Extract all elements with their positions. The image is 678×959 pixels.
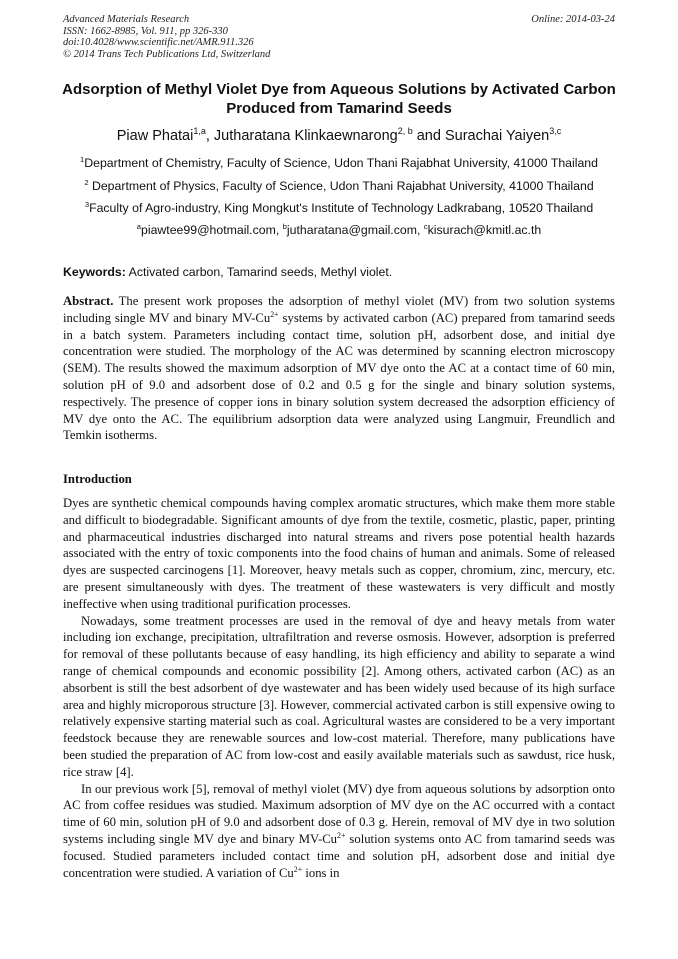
keywords-label: Keywords: [63, 265, 126, 279]
paragraph-text: In our previous work [5], removal of methyl violet (MV) dye from aqueous solutions by adsorption onto AC from coffee residues was studied. Maximum adsorption of MV dye on the AC occurred with a contact time of 60 min, solution pH of 9.0 and adsorbent dose of 0.3 g. Herein, removal of MV dye in two solution systems including single MV dye and binary MV-Cu [63, 781, 615, 846]
journal-header [63, 14, 270, 60]
affiliation-1 [40, 156, 638, 170]
section-heading-introduction: Introduction [63, 472, 132, 486]
abstract-sup: 2+ [270, 309, 279, 319]
email-link[interactable]: kisurach@kmitl.ac.th [427, 223, 542, 237]
author-sup: 1,a [193, 126, 206, 137]
email-sup: c [423, 221, 428, 231]
email-sup: b [282, 221, 287, 231]
paper-title: Adsorption of Methyl Violet Dye from Aqueous Solutions by Activated Carbon Produced from Tamarind Seeds [62, 81, 616, 117]
abstract-text: systems by activated carbon (AC) prepared from tamarind seeds in a batch system. Parameters including contact time, solution pH, adsorbent dose, and initial dye concentration were studied. The morphology of the AC was determined by scanning electron microscopy (SEM). The results showed the maximum adsorption of MV dye onto the AC at a contact time of 60 min, solution pH of 9.0 and adsorbent dose of 0.2 and 0.5 g for the single and binary solution systems, respectively. The presence of copper ions in binary solution system decreased the adsorption efficiency of MV dye onto the AC. The equilibrium adsorption data were analyzed using Langmuir, Freundlich and Temkin isotherms. [63, 310, 615, 443]
abstract [63, 293, 615, 444]
paragraph-text: ions in [302, 865, 340, 880]
paragraph: Nowadays, some treatment processes are used in the removal of dye and heavy metals from water including ion exchange, precipitation, ultrafiltration and reverse osmosis. However, adsorption is preferred for removal of these pollutants because of easy handling, its high efficiency and ability to separate a wind range of chemical compounds and economic possibility [2]. Among others, activated carbon (AC) as an absorbent is still the best adsorbent of dye wastewater and has been widely used because of its high surface area and highly microporous structure [3]. However, commercial activated carbon is still expensive owing to relatively expensive starting material such as coal. Agricultural wastes are considered to be a very important feedstock because they are renewable sources and low-cost material. Therefore, many publications have been studied the preparation of AC from low-cost and easily available materials such as sawdust, rice husk, rice straw [4]. [63, 613, 615, 779]
affiliation-2 [40, 179, 638, 193]
keywords-text: Activated carbon, Tamarind seeds, Methyl violet. [125, 265, 393, 279]
author-sep: , [205, 128, 214, 144]
paragraph-sup: 2+ [293, 864, 303, 874]
introduction-body [63, 495, 615, 881]
affiliation-3 [40, 201, 638, 215]
affiliation-text: Faculty of Agro-industry, King Mongkut's Institute of Technology Ladkrabang, 10520 Thailand [89, 201, 594, 215]
issn-line: ISSN: 1662-8985, Vol. 911, pp 326-330 [63, 25, 228, 37]
online-date: Online: 2014-03-24 [531, 14, 615, 25]
doi-line: doi:10.4028/www.scientific.net/AMR.911.326 [63, 37, 254, 48]
author-name: Surachai Yaiyen [444, 128, 550, 144]
email-sup: a [136, 221, 141, 231]
email-link[interactable]: piawtee99@hotmail.com, [141, 223, 283, 237]
abstract-label: Abstract. [63, 294, 114, 308]
abstract-text: The present work proposes the adsorption of methyl violet (MV) from two solution systems including single MV and binary MV-Cu [63, 294, 615, 325]
author-name: Piaw Phatai [116, 128, 194, 144]
affiliation-text: Department of Chemistry, Faculty of Science, Udon Thani Rajabhat University, 41000 Thailand [84, 156, 598, 170]
affiliation-sup: 1 [79, 154, 85, 164]
author-sep: and [412, 128, 445, 144]
author-line [40, 128, 638, 144]
email-link[interactable]: jutharatana@gmail.com, [286, 223, 424, 237]
paragraph [63, 781, 615, 882]
affiliation-sup: 3 [84, 199, 90, 209]
email-line [40, 223, 638, 237]
author-sup: 3,c [549, 126, 562, 137]
author-name: Jutharatana Klinkaewnarong [213, 128, 398, 144]
paragraph: Dyes are synthetic chemical compounds having complex aromatic structures, which make them more stable and difficult to biodegradable. Significant amounts of dye from the textile, cosmetic, plastic, paper, printing and pharmaceutical industries discharged into natural streams and rivers pose potential health hazards associated with the entry of toxic components into the food chains of human and animals. Some of released dyes are suspected carcinogens [1]. Moreover, heavy metals such as copper, chromium, zinc, mercury, etc. are present simultaneously with dyes. The treatment of these wastewaters is very difficult and mostly ineffective when using traditional purification processes. [63, 496, 615, 611]
copyright-line: © 2014 Trans Tech Publications Ltd, Switzerland [63, 48, 271, 60]
paragraph-sup: 2+ [337, 830, 346, 840]
journal-name: Advanced Materials Research [63, 14, 190, 25]
keywords [63, 265, 392, 279]
paragraph-text: solution systems onto AC from tamarind seeds was focused. Studied parameters included contact time and solution pH, adsorbent dose and initial dye concentration were studied. A variation of Cu [63, 831, 615, 880]
affiliation-sup: 2 [84, 177, 89, 187]
author-sup: 2, b [397, 126, 413, 137]
affiliation-text: Department of Physics, Faculty of Science, Udon Thani Rajabhat University, 41000 Thailand [88, 179, 594, 193]
